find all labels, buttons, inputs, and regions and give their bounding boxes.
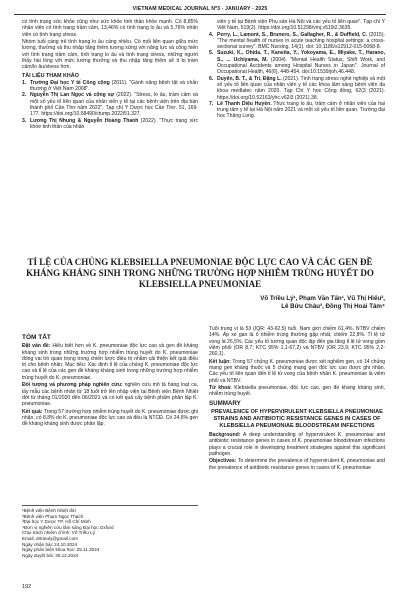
reference-authors: Nguyễn Thị Lan Ngọc và cộng sự bbox=[30, 92, 115, 99]
footnotes bbox=[22, 505, 198, 558]
journal-header: VIETNAM MEDICAL JOURNAL Nº3 - JANUARY - 2025 bbox=[132, 6, 268, 12]
abstract-paragraph bbox=[209, 432, 385, 457]
paragraph-lead: Kết quả: bbox=[22, 408, 43, 415]
reference-item bbox=[22, 118, 198, 131]
reference-item bbox=[209, 19, 385, 32]
reference-authors: Lương Thị Nhung & Nguyễn Hoàng Thanh bbox=[30, 117, 139, 124]
reference-item bbox=[209, 76, 385, 101]
paragraph-lead: Background: bbox=[209, 431, 241, 438]
references-list-right bbox=[209, 19, 385, 120]
abstract-paragraph bbox=[22, 382, 198, 407]
footnote-line: ³Đại học Y Dược TP. Hồ Chí Minh bbox=[22, 519, 91, 525]
reference-number: 5. bbox=[209, 50, 214, 57]
paragraph-text: A deep understanding of hypervirulent K. pneumoniae and antibiotic resistance genes in cases of K. pneumoniae bloodstream infections plays a crucial role in developing treatment strategies against this significant pathogen. bbox=[209, 431, 385, 457]
summary-title: SUMMARY bbox=[209, 399, 241, 407]
reference-details: (2022). "Stress, lo âu, trầm cảm và một số yếu tố liên quan của nhân viên y tế tại các bệnh viện trên địa bàn thành phố Cần Thơ năm 2022". Tạp chí Y Dược học Cần Thơ. 51, 169-177. https://doi.org/10.58490/ctump.2022i51.327. bbox=[30, 92, 198, 118]
reference-number bbox=[209, 19, 217, 32]
abstract-body bbox=[22, 343, 198, 427]
paragraph-lead: Từ khoá: bbox=[209, 385, 232, 392]
paragraph-text: Tuổi trung vị là 53 (IQR: 43-62,5) tuổi. Nam giới chiếm 61,4%. NTBV chiếm 14%. Áp xe gan là ổ nhiễm trùng thường gặp nhất, chiếm 22,8%. Tỉ lệ tử vong là 26,5%. Các yếu tố tương quan độc lập đến gia tăng tỉ lệ tử vong gồm viêm phổi (OR 8,7; KTC 95% 1,1-67,2) và NTBV (OR 23,9; KTC 95% 2,2-260,1). bbox=[209, 326, 385, 358]
reference-text bbox=[30, 92, 198, 117]
reference-item bbox=[22, 92, 198, 117]
reference-item bbox=[209, 50, 385, 75]
abstract-paragraph bbox=[209, 385, 385, 398]
reference-text bbox=[217, 50, 385, 75]
reference-number: 7. bbox=[209, 100, 214, 107]
reference-text bbox=[217, 19, 385, 32]
authors-line: Võ Triều Lý¹, Phạm Văn Tấn¹, Vũ Thị Hiếu², bbox=[260, 295, 385, 302]
reference-details: (2021). Tình trạng stress nghề nghiệp và một số yếu tố liên quan của nhân viên y tế các khoa lâm sàng bệnh viện đa khoa medlatec năm 2020. Tạp Chí Y học Cộng đồng, 62(3 (2021). https://doi.org/10.52163/yhc.v62i3 (2021).38. bbox=[217, 75, 385, 101]
reference-number: 6. bbox=[209, 75, 214, 82]
abstract-paragraph bbox=[22, 409, 198, 428]
reference-authors: Suzuki, K., Ohida, T., Kaneita, Y., Yokoyama, E., Miyake, T., Harano, S., ... Uchiyama, M. bbox=[217, 50, 385, 63]
reference-number: 1. bbox=[22, 79, 27, 86]
reference-details: (2015). "The mental health of nurses in acute teaching hospital settings: a cross-sectional survey". BMC Nursing, 14(1). doi: 10.1186/s12912-015-0068-8. bbox=[217, 31, 386, 51]
header-rule bbox=[14, 14, 386, 15]
paragraph-text: Klebsiella pneumoniae, độc lực cao, gen đề kháng kháng sinh, nhiễm trùng huyết. bbox=[209, 385, 385, 398]
paragraph-text: nghiên cứu mô tả hàng loạt ca, lấy mẫu các bệnh nhân từ 18 tuổi trở lên nhập viện tại Bệnh viện Bệnh Nhiệt đới từ tháng 01/2020 đến 06/2021 và có kết quả cấy bệnh phẩm phân lập K. pneumoniae. bbox=[22, 382, 199, 408]
body-paragraph: có tình trạng sức khỏe cũng như sức khỏe tinh thần khỏe mạnh. Có 8,85% nhân viên có tình trạng trầm cảm, 13,46% có tình trạng lo âu và 5,76% nhân viên có tình trạng stress. bbox=[22, 19, 198, 38]
article-title: TỈ LỆ CỦA CHỦNG KLEBSIELLA PNEUMONIAE ĐỘC LỰC CAO VÀ CÁC GEN ĐỀ KHÁNG KHÁNG SINH TRONG NHỮNG TRƯỜNG HỢP NHIỄM TRÙNG HUYẾT DO KLEBSIELLA PNEUMONIAE bbox=[26, 257, 374, 289]
authors-line: Lê Bửu Châu³, Đồng Thị Hoài Tâm⁴ bbox=[281, 303, 385, 310]
reference-item bbox=[209, 32, 385, 51]
reference-details: (2004). "Mental Health Status, Shift Work, and Occupational Accidents among Hospital Nurses in Japan". Journal of Occupational Health, 46(6), 448-454. doi:10.1539/joh.46.448. bbox=[217, 56, 386, 76]
paragraph-lead: Đặt vấn đề: bbox=[22, 343, 51, 350]
footnote-line: ⁴Đơn vị nghiên cứu lâm sàng Đại học Oxford bbox=[22, 524, 114, 530]
reference-item bbox=[209, 101, 385, 120]
abstract-paragraph bbox=[209, 326, 385, 357]
reference-text bbox=[217, 101, 385, 120]
reference-authors: Perry, L., Lamont, S., Brunero, S., Gallagher, R., & Duffield, C. bbox=[217, 31, 368, 38]
english-abstract bbox=[209, 432, 385, 471]
paragraph-text: Trong 57 trường hợp nhiễm trùng huyết do K. pneumoniae được ghi nhận, có 8,8% do K. pneumoniae độc lực cao và đều là NTCĐ. Có 24,6% gen đề kháng kháng sinh được phân lập. bbox=[22, 408, 199, 428]
paragraph-lead: Objectives: bbox=[209, 458, 237, 465]
footnote-line: Ngày phản biện khoa học: 25.11.2024 bbox=[22, 547, 100, 553]
reference-details: (2022). "Thực trạng sức khỏe tinh thần của nhân bbox=[30, 117, 198, 130]
reference-text bbox=[30, 80, 198, 93]
reference-authors: Lê Thanh Diệu Huyền. bbox=[217, 100, 272, 107]
left-column-top bbox=[22, 19, 198, 130]
footnote-line: ²Bệnh viện Phạm Ngọc Thạch bbox=[22, 513, 84, 519]
page-number: 192 bbox=[22, 584, 32, 590]
reference-details: viên y tế tại Bệnh viện Phụ sản Hà Nội và các yếu tố liên quan". Tạp chí Y Việt Nam. 519(2). https://doi.org/10.51298/vmj.v519i2.3635. bbox=[217, 19, 385, 32]
reference-authors: Trường Đại học Y tế Công cộng bbox=[30, 79, 110, 86]
reference-details: (2011). "Gánh nặng bệnh tật và chấn thương ở Việt Nam 2008". bbox=[30, 79, 198, 93]
footnote-line: Ngày duyệt bài: 30.12.2024 bbox=[22, 552, 79, 558]
references-list-left bbox=[22, 80, 198, 130]
paragraph-lead: Kết luận: bbox=[209, 358, 231, 365]
body-paragraph: Nhóm tuổi càng trẻ tình trạng lo âu càng nhiều. Có mối liên quan giữa mức lương, thưởng và thu nhập tăng thêm tương xứng với năng lực và công hiến với tình trạng trầm cảm, tình trạng lo âu và tình trạng stress, những người thấy hài lòng với mức lương thưởng và thu nhập tăng thêm sẽ ít bị trầm cảm/lo âu/stress hơn. bbox=[22, 39, 198, 71]
footnote-line: ¹Bệnh viện Bệnh Nhiệt đới bbox=[22, 508, 76, 513]
reference-details: Thực trạng lo âu, trầm cảm ở nhân viên của hai trung tâm y tế tại Hà Nội năm 2021 và một số yếu tố liên quan. Trường đại học Thăng Long. bbox=[217, 100, 385, 120]
paragraph-text: Trong 57 chủng K. pneumoniae được xét nghiệm gen, có 14 chủng mang gen kháng thuốc và 5 chủng mang gen độc lực cao được ghi nhận. Các yếu tố liên quan đến tỉ lệ tử vong của bệnh nhân K. pneumoniae là viêm phổi và NTBV. bbox=[209, 358, 386, 384]
paragraph-text: Hiểu biết hơn về K. pneumoniae độc lực cao và gen đề kháng kháng sinh trong những trường hợp nhiễm trùng huyết do K. pneumoniae đóng vai trò quan trọng trong chiến lược điều trị nhằm cải thiện kết quả điều trị cho bệnh nhân. Mục tiêu: Xác định tỉ lệ của chủng K. pneumoniae độc lực cao và tỉ lệ của các gen đề kháng kháng sinh trong những trường hợp nhiễm trùng huyết do K. pneumoniae. bbox=[22, 343, 198, 381]
paragraph-text: To determine the prevalence of hypervirulent K. pneumoniae and the prevalence of antibiotic resistance genes in cases of K. pneumoniae bbox=[209, 458, 385, 471]
abstract-paragraph bbox=[22, 343, 198, 381]
footnote-line: Ngày nhận bài: 24.10.2024 bbox=[22, 541, 78, 547]
paragraph-lead: Đối tượng và phương pháp nghiên cứu: bbox=[22, 382, 123, 389]
abstract-continued bbox=[209, 326, 385, 398]
reference-text bbox=[217, 32, 385, 51]
english-title: PREVALENCE OF HYPERVIRULENT KLEBSIELLA PNEUMONIAE STRAINS AND ANTIBIOTIC RESISTANCE GENES IN CASES OF KLEBSIELLA PNEUMONIAE BLOODSTREAM INFECTIONS bbox=[211, 408, 383, 429]
reference-number: 4. bbox=[209, 31, 214, 38]
reference-text bbox=[30, 118, 198, 131]
abstract-paragraph bbox=[209, 359, 385, 384]
abstract-paragraph bbox=[209, 458, 385, 471]
reference-authors: Duyên, B. T., & Trí, Đặng L. bbox=[217, 75, 282, 82]
authors bbox=[209, 295, 385, 311]
references-title: TÀI LIỆU THAM KHẢO bbox=[22, 72, 79, 79]
reference-item bbox=[22, 80, 198, 93]
abstract-title: TÓM TẮT bbox=[22, 334, 51, 341]
reference-number: 3. bbox=[22, 117, 27, 124]
footnote-line: Chịu trách nhiệm chính: Võ Triều Lý bbox=[22, 530, 96, 536]
right-column-abstract bbox=[209, 326, 385, 472]
left-column-abstract bbox=[22, 335, 198, 429]
right-column-top bbox=[209, 19, 385, 120]
footnote-line: Email: drtrieuly@gmail.com bbox=[22, 535, 78, 541]
reference-number: 2. bbox=[22, 92, 27, 99]
reference-text bbox=[217, 76, 385, 101]
